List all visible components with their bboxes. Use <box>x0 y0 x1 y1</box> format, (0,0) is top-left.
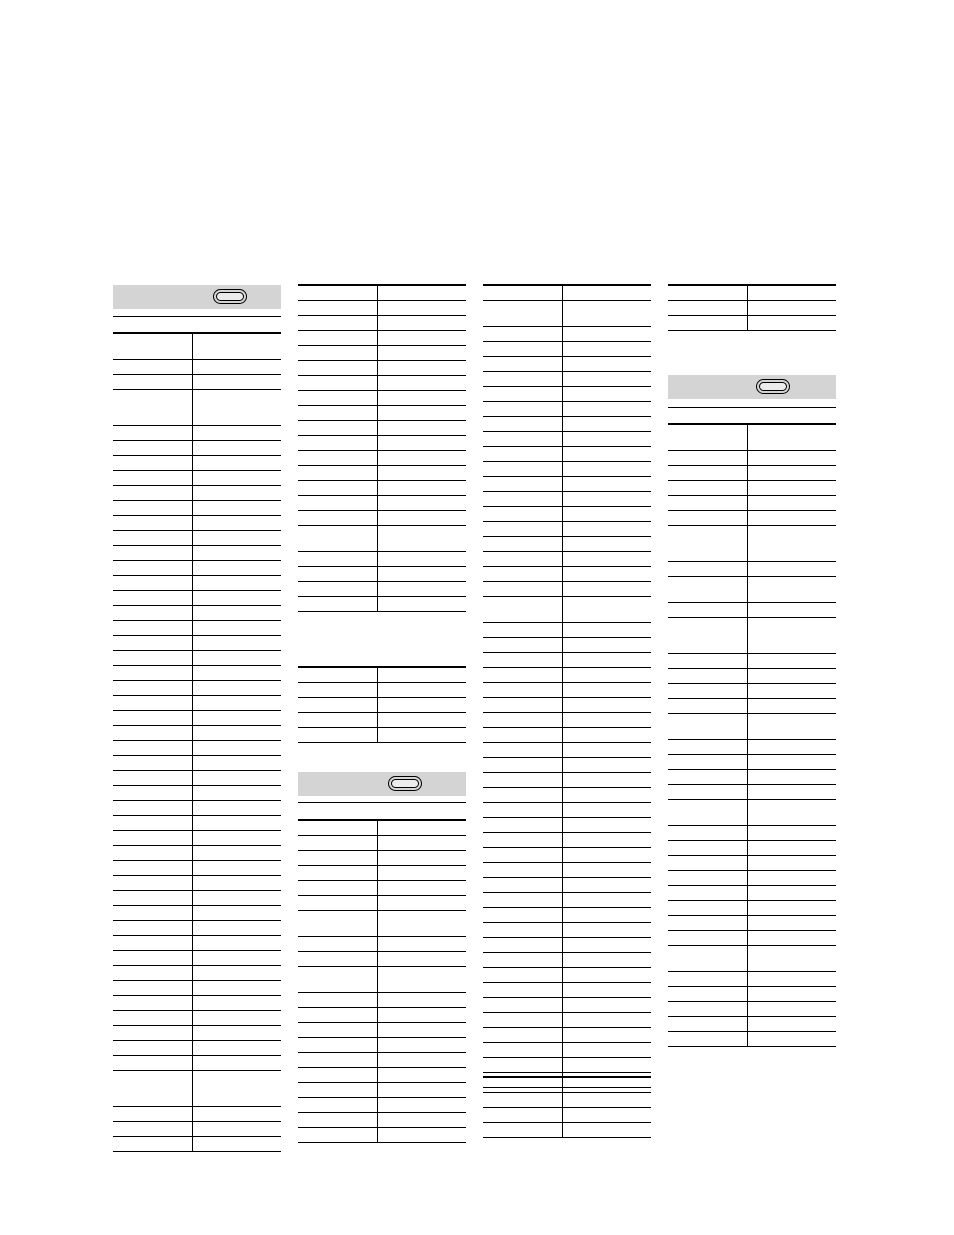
table-row <box>113 426 281 441</box>
caption-rule <box>113 316 281 317</box>
table-row <box>113 441 281 456</box>
table-row <box>483 908 651 923</box>
table-row <box>113 786 281 801</box>
table-row <box>483 552 651 567</box>
table-row <box>113 831 281 846</box>
remote-button-icon <box>756 379 790 394</box>
table-row <box>113 666 281 681</box>
table-row <box>113 1071 281 1107</box>
table-row <box>483 713 651 728</box>
table-row <box>113 846 281 861</box>
table-row <box>298 1068 466 1083</box>
table-row <box>113 681 281 696</box>
table-row <box>483 863 651 878</box>
table-row <box>483 638 651 653</box>
table-row <box>298 836 466 851</box>
table-row <box>483 372 651 387</box>
table-row <box>483 923 651 938</box>
remote-button-icon <box>388 776 422 791</box>
table-row <box>668 714 836 740</box>
table-row <box>483 818 651 833</box>
code-table <box>298 668 466 743</box>
table-row <box>113 696 281 711</box>
table-row <box>483 357 651 372</box>
table-row <box>113 756 281 771</box>
table-row <box>668 1002 836 1017</box>
table-row <box>298 1023 466 1038</box>
table-row <box>668 562 836 577</box>
table-row <box>483 623 651 638</box>
table-row <box>298 406 466 421</box>
table-row <box>113 711 281 726</box>
table-row <box>483 773 651 788</box>
table-row <box>298 993 466 1008</box>
table-row <box>298 526 466 552</box>
table-row <box>483 597 651 623</box>
table-row <box>668 496 836 511</box>
table-row <box>668 526 836 562</box>
table-row <box>113 606 281 621</box>
table-row <box>298 511 466 526</box>
code-table <box>298 821 466 1143</box>
table-row <box>298 481 466 496</box>
section-header-band <box>113 285 281 309</box>
code-table <box>483 286 651 1088</box>
table-row <box>113 561 281 576</box>
table-row <box>113 861 281 876</box>
table-row <box>298 346 466 361</box>
column-divider <box>377 286 378 612</box>
table-row <box>298 286 466 301</box>
table-row <box>668 785 836 800</box>
table-row <box>668 466 836 481</box>
table-row <box>298 567 466 582</box>
table-row <box>113 951 281 966</box>
table-row <box>483 743 651 758</box>
table-row <box>483 953 651 968</box>
table-row <box>298 866 466 881</box>
table-row <box>483 477 651 492</box>
table-row <box>113 636 281 651</box>
table-row <box>113 966 281 981</box>
table-row <box>483 968 651 983</box>
table-row <box>668 841 836 856</box>
code-table <box>668 286 836 331</box>
table-row <box>113 576 281 591</box>
table-row <box>668 916 836 931</box>
table-row <box>113 546 281 561</box>
table-row <box>298 451 466 466</box>
table-row <box>668 511 836 526</box>
table-row <box>113 390 281 426</box>
table-row <box>298 1008 466 1023</box>
table-row <box>483 998 651 1013</box>
table-row <box>113 1122 281 1137</box>
code-table <box>483 1078 651 1138</box>
table-row <box>298 361 466 376</box>
code-table <box>113 334 281 1152</box>
table-row <box>668 425 836 451</box>
table-row <box>113 1107 281 1122</box>
table-row <box>483 878 651 893</box>
table-row <box>113 360 281 375</box>
table-row <box>298 1113 466 1128</box>
table-row <box>668 770 836 785</box>
table-row <box>298 331 466 346</box>
caption-rule <box>668 407 836 408</box>
table-row <box>483 848 651 863</box>
table-row <box>298 496 466 511</box>
table-row <box>483 1028 651 1043</box>
table-row <box>483 833 651 848</box>
table-row <box>298 421 466 436</box>
table-row <box>113 876 281 891</box>
table-row <box>483 893 651 908</box>
table-row <box>483 1078 651 1093</box>
table-row <box>483 653 651 668</box>
table-row <box>113 1056 281 1071</box>
table-row <box>668 800 836 826</box>
table-row <box>483 582 651 597</box>
table-row <box>298 911 466 937</box>
column-divider <box>747 286 748 331</box>
table-row <box>668 946 836 972</box>
table-row <box>113 741 281 756</box>
table-row <box>298 316 466 331</box>
table-row <box>483 342 651 357</box>
table-row <box>483 462 651 477</box>
table-row <box>668 987 836 1002</box>
table-row <box>113 1137 281 1152</box>
table-row <box>668 931 836 946</box>
table-row <box>113 651 281 666</box>
table-row <box>483 286 651 301</box>
table-row <box>668 316 836 331</box>
caption-rule <box>298 802 466 803</box>
table-row <box>113 981 281 996</box>
table-row <box>668 826 836 841</box>
table-row <box>668 451 836 466</box>
table-row <box>668 684 836 699</box>
table-row <box>668 301 836 316</box>
table-row <box>483 788 651 803</box>
column-divider <box>192 334 193 1152</box>
table-row <box>483 507 651 522</box>
table-row <box>298 1098 466 1113</box>
table-row <box>483 1058 651 1073</box>
table-row <box>298 391 466 406</box>
table-row <box>668 972 836 987</box>
table-row <box>483 301 651 327</box>
table-row <box>113 375 281 390</box>
table-row <box>668 871 836 886</box>
table-row <box>113 486 281 501</box>
table-row <box>668 577 836 603</box>
table-row <box>113 816 281 831</box>
table-row <box>298 552 466 567</box>
table-row <box>298 851 466 866</box>
table-row <box>113 996 281 1011</box>
table-row <box>298 952 466 967</box>
table-row <box>483 492 651 507</box>
table-row <box>298 668 466 683</box>
table-row <box>113 334 281 360</box>
table-row <box>483 758 651 773</box>
table-row <box>668 699 836 714</box>
table-row <box>298 1038 466 1053</box>
table-row <box>298 1053 466 1068</box>
table-row <box>113 501 281 516</box>
table-row <box>483 728 651 743</box>
table-row <box>483 938 651 953</box>
table-row <box>483 327 651 342</box>
table-row <box>668 856 836 871</box>
table-row <box>668 1017 836 1032</box>
table-row <box>298 728 466 743</box>
table-row <box>483 1093 651 1108</box>
column-divider <box>377 668 378 743</box>
table-row <box>668 740 836 755</box>
table-row <box>113 621 281 636</box>
table-row <box>298 436 466 451</box>
table-row <box>483 698 651 713</box>
section-header-band <box>668 375 836 399</box>
table-row <box>668 481 836 496</box>
table-row <box>668 286 836 301</box>
table-row <box>483 447 651 462</box>
table-row <box>483 1123 651 1138</box>
table-row <box>668 603 836 618</box>
table-row <box>298 967 466 993</box>
table-row <box>483 432 651 447</box>
table-row <box>298 821 466 836</box>
table-row <box>113 771 281 786</box>
table-row <box>483 1013 651 1028</box>
table-row <box>113 906 281 921</box>
table-row <box>668 654 836 669</box>
section-header-band <box>298 772 466 796</box>
table-row <box>113 1011 281 1026</box>
table-row <box>298 1083 466 1098</box>
table-row <box>483 803 651 818</box>
table-row <box>483 983 651 998</box>
table-row <box>298 376 466 391</box>
table-row <box>113 891 281 906</box>
table-row <box>483 522 651 537</box>
table-row <box>113 531 281 546</box>
table-row <box>668 669 836 684</box>
table-row <box>668 755 836 770</box>
table-row <box>298 466 466 481</box>
table-row <box>113 471 281 486</box>
code-table <box>298 286 466 612</box>
table-row <box>668 886 836 901</box>
table-row <box>113 801 281 816</box>
table-row <box>298 698 466 713</box>
table-row <box>483 1043 651 1058</box>
table-row <box>113 1026 281 1041</box>
table-row <box>298 881 466 896</box>
table-row <box>113 1041 281 1056</box>
table-row <box>483 668 651 683</box>
table-row <box>113 936 281 951</box>
table-row <box>298 896 466 911</box>
table-row <box>483 537 651 552</box>
table-row <box>298 1128 466 1143</box>
table-row <box>298 301 466 316</box>
table-row <box>113 516 281 531</box>
table-row <box>483 683 651 698</box>
table-row <box>113 726 281 741</box>
table-row <box>668 901 836 916</box>
table-row <box>298 683 466 698</box>
table-row <box>298 582 466 597</box>
remote-button-icon <box>213 289 247 304</box>
table-row <box>483 417 651 432</box>
table-row <box>298 713 466 728</box>
table-row <box>113 921 281 936</box>
column-divider <box>377 821 378 1143</box>
table-row <box>298 937 466 952</box>
column-divider <box>747 425 748 1047</box>
table-row <box>483 567 651 582</box>
table-row <box>483 402 651 417</box>
code-table <box>668 425 836 1047</box>
table-row <box>298 597 466 612</box>
column-divider <box>562 1078 563 1138</box>
table-row <box>483 1108 651 1123</box>
table-row <box>483 387 651 402</box>
column-divider <box>562 286 563 1088</box>
table-row <box>113 591 281 606</box>
table-row <box>668 618 836 654</box>
table-row <box>668 1032 836 1047</box>
table-row <box>113 456 281 471</box>
